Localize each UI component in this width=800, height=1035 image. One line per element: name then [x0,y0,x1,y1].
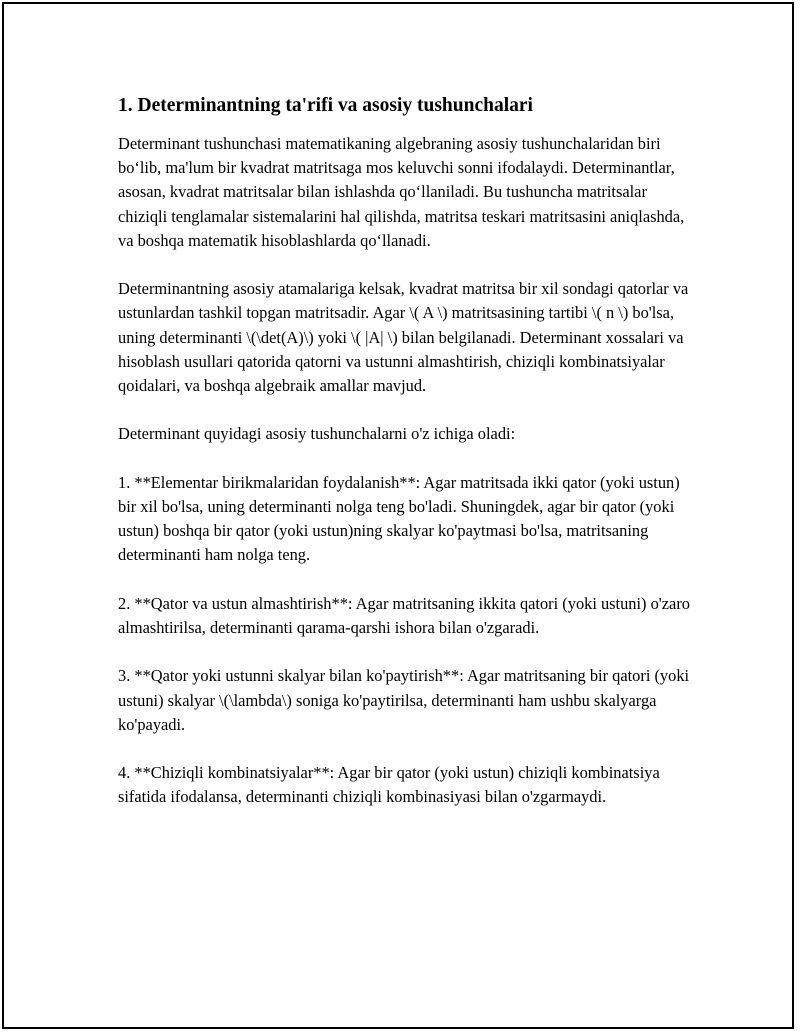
list-item-2: 2. **Qator va ustun almashtirish**: Agar matritsaning ikkita qatori (yoki ustuni) o'zaro almashtirilsa, determinanti qarama-qarshi ishora bilan o'zgaradi. [118,593,690,637]
list-item-3: 3. **Qator yoki ustunni skalyar bilan ko'paytirish**: Agar matritsaning bir qatori (yoki ustuni) skalyar \(\lambda\) soniga ko'paytirilsa, determinanti ham ushbu skalyarga ko'payadi. [118,666,690,734]
list-item-1: 1. **Elementar birikmalaridan foydalanish**: Agar matritsada ikki qator (yoki ustun) bir xil bo'lsa, uning determinanti nolga teng bo'ladi. Shuningdek, agar bir qator (yoki ustun) boshqa bir qator (yoki ustun)ning skalyar ko'paytmasi bo'lsa, matritsaning determinanti ham nolga teng. [118,472,680,565]
paragraph-lead-in: Determinant quyidagi asosiy tushunchalarni o'z ichiga oladi: [118,424,516,444]
document-body [118,93,690,834]
paragraph-intro: Determinant tushunchasi matematikaning algebraning asosiy tushunchalaridan biri bo‘lib, ma'lum bir kvadrat matritsaga mos keluvchi sonni ifodalaydi. Determinantlar, asosan, kvadrat matritsalar bilan ishlashda qo‘llaniladi. Bu tushuncha matritsalar chiziqli tenglamalar sistemalarini hal qilishda, matritsa teskari matritsasini aniqlashda, va boshqa matematik hisoblashlarda qo‘llanadi. [118,134,685,250]
list-item-4: 4. **Chiziqli kombinatsiyalar**: Agar bir qator (yoki ustun) chiziqli kombinatsiya sifatida ifodalansa, determinanti chiziqli kombinasiyasi bilan o'zgarmaydi. [118,763,660,807]
section-heading: 1. Determinantning ta'rifi va asosiy tushunchalari [118,95,533,116]
paragraph-terms: Determinantning asosiy atamalariga kelsak, kvadrat matritsa bir xil sondagi qatorlar va ustunlardan tashkil topgan matritsadir. Agar \( A \) matritsasining tartibi \( n \) bo'lsa, uning determinanti \(\det(A)\) yoki \( |A| \) bilan belgilanadi. Determinant xossalari va hisoblash usullari qatorida qatorni va ustunni almashtirish, chiziqli kombinatsiyalar qoidalari, va boshqa algebraik amallar mavjud. [118,279,689,396]
